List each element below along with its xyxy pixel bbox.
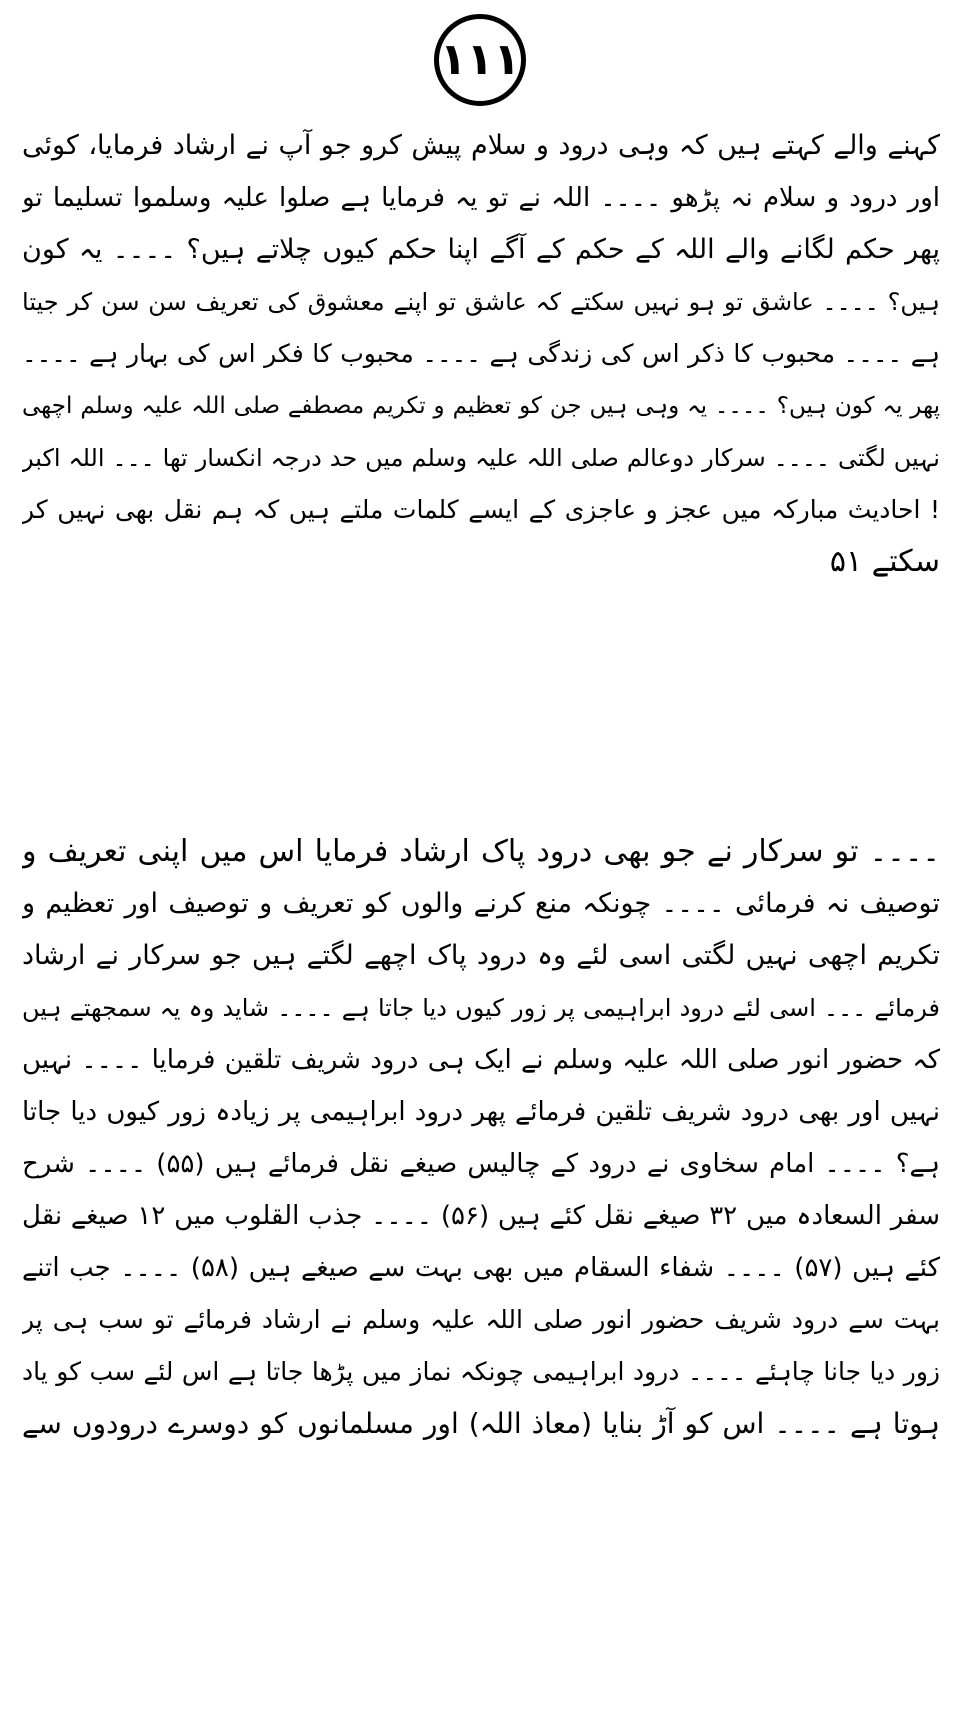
text-line: کئے ہیں (۵۷) ۔۔۔۔ شفاء السقام میں بھی بہت سے صیغے ہیں (۵۸) ۔۔۔۔ جب اتنے — [22, 1253, 940, 1283]
text-line: نہیں اور بھی درود شریف تلقین فرمائے پھر درود ابراہیمی پر زیادہ زور کیوں دیا جاتا — [22, 1097, 940, 1127]
page-number-circle — [434, 14, 526, 106]
text-line: تکریم اچھی نہیں لگتی اسی لئے وہ درود پاک اچھے لگتے ہیں جو سرکار نے ارشاد — [22, 940, 940, 971]
text-line: فرمائے ۔۔۔ اسی لئے درود ابراہیمی پر زور کیوں دیا جاتا ہے ۔۔۔۔ شاید وہ یہ سمجھتے ہیں — [22, 994, 940, 1022]
text-line: بہت سے درود شریف حضور انور صلی اللہ علیہ وسلم نے ارشاد فرمائے تو سب ہی پر — [22, 1305, 940, 1334]
text-line: کہنے والے کہتے ہیں کہ وہی درود و سلام پیش کرو جو آپ نے ارشاد فرمایا، کوئی — [22, 130, 940, 161]
text-line: ہوتا ہے ۔۔۔۔ اس کو آڑ بنایا (معاذ اللہ) اور مسلمانوں کو دوسرے درودوں سے — [22, 1407, 940, 1440]
text-line: ہے ۔۔۔۔ محبوب کا ذکر اس کی زندگی ہے ۔۔۔۔ محبوب کا فکر اس کی بہار ہے ۔۔۔۔ — [22, 339, 940, 368]
page-number: ۱۱۱ — [439, 34, 521, 85]
text-line: توصیف نہ فرمائی ۔۔۔۔ چونکہ منع کرنے والوں کو تعریف و توصیف اور تعظیم و — [22, 888, 940, 919]
text-line: ۔۔۔۔ تو سرکار نے جو بھی درود پاک ارشاد فرمایا اس میں اپنی تعریف و — [22, 834, 940, 869]
text-line: ہیں؟ ۔۔۔۔ عاشق تو ہو نہیں سکتے کہ عاشق تو اپنے معشوق کی تعریف سن سن کر جیتا — [22, 288, 940, 316]
text-line: سفر السعادہ میں ۳۲ صیغے نقل کئے ہیں (۵۶) ۔۔۔۔ جذب القلوب میں ۱۲ صیغے نقل — [22, 1201, 940, 1231]
text-line: پھر حکم لگانے والے اللہ کے حکم کے آگے اپنا حکم کیوں چلاتے ہیں؟ ۔۔۔۔ یہ کون — [22, 234, 940, 265]
text-line: نہیں لگتی ۔۔۔۔ سرکار دوعالم صلی اللہ علیہ وسلم میں حد درجہ انکسار تھا ۔۔۔ اللہ اکبر — [22, 444, 940, 472]
paragraph-2 — [22, 826, 940, 1450]
text-line: پھر یہ کون ہیں؟ ۔۔۔۔ یہ وہی ہیں جن کو تعظیم و تکریم مصطفے صلی اللہ علیہ وسلم اچھی — [22, 393, 940, 419]
text-line: زور دیا جانا چاہئے ۔۔۔۔ درود ابراہیمی چونکہ نماز میں پڑھا جاتا ہے اس لئے سب کو یاد — [22, 1357, 940, 1386]
paragraph-1 — [22, 120, 940, 588]
text-line: اور درود و سلام نہ پڑھو ۔۔۔۔ اللہ نے تو یہ فرمایا ہے صلوا علیہ وسلموا تسلیما تو — [22, 183, 940, 213]
text-line: ہے؟ ۔۔۔۔ امام سخاوی نے درود کے چالیس صیغے نقل فرمائے ہیں (۵۵) ۔۔۔۔ شرح — [22, 1149, 940, 1179]
text-line: سکتے ۵۱ — [829, 544, 940, 579]
text-line: ! احادیث مبارکہ میں عجز و عاجزی کے ایسے کلمات ملتے ہیں کہ ہم نقل بھی نہیں کر — [22, 495, 940, 524]
text-line: کہ حضور انور صلی اللہ علیہ وسلم نے ایک ہی درود شریف تلقین فرمایا ۔۔۔۔ نہیں — [22, 1045, 940, 1075]
